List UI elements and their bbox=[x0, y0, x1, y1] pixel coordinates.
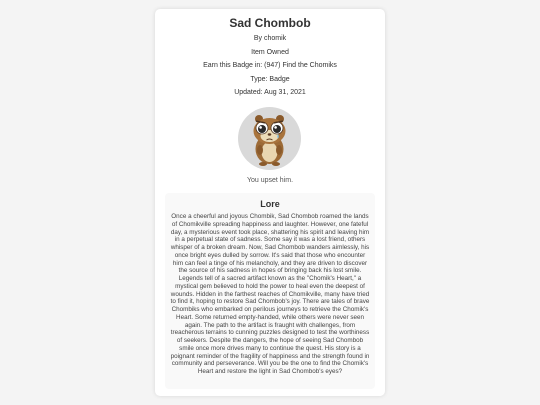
badge-type: Type: Badge bbox=[250, 76, 290, 83]
badge-title: Sad Chombob bbox=[229, 16, 311, 30]
badge-card bbox=[155, 9, 385, 396]
badge-owned-status: Item Owned bbox=[251, 49, 289, 56]
lore-heading: Lore bbox=[260, 199, 280, 209]
badge-author: By chomik bbox=[253, 35, 287, 42]
badge-description: You upset him. bbox=[246, 177, 294, 184]
lore-panel bbox=[165, 193, 375, 389]
badge-earn-in: Earn this Badge in: (947) Find the Chomiks bbox=[203, 62, 337, 69]
lore-text: Once a cheerful and joyous Chombik, Sad Chombob roamed the lands of Chomikville spreading happiness and laughter. However, one fateful day, a mysterious event took place, shattering his spirit and leaving him in a perpetual state of sadness. Some say it was a lost friend, others whisper of a broken dream. Now, Sad Chombob wanders aimlessly, his once bright eyes dulled by sorrow. It's said that those who encounter him can feel a tinge of his melancholy, and they are driven to discover the source of his sadness in hopes of bringing back his lost smile. Legends tell of a sacred artifact known as the "Chomik's Heart," a mystical gem believed to hold the power to heal even the deepest of wounds. Hidden in the farthest reaches of Chomikville, many have tried to find it, hoping to restore Sad Chombob's joy. There are tales of brave Chombiks who embarked on perilous journeys to retrieve the Chomik's Heart. Some returned empty-handed, while others were never seen again. The path to the artifact is fraught with challenges, from treacherous terrains to cunning puzzles designed to test the worthiness of seekers. Despite the dangers, the hope of seeing Sad Chombob smile once more drives many to continue the quest. His story is a poignant reminder of the fragility of happiness and the strength found in community and perseverance. Will you be the one to find the Chomik's Heart and restore the light in Sad Chombob's eyes? bbox=[170, 213, 370, 375]
badge-updated: Updated: Aug 31, 2021 bbox=[234, 89, 306, 96]
badge-image bbox=[238, 107, 301, 170]
sad-chomik-icon bbox=[238, 107, 301, 170]
